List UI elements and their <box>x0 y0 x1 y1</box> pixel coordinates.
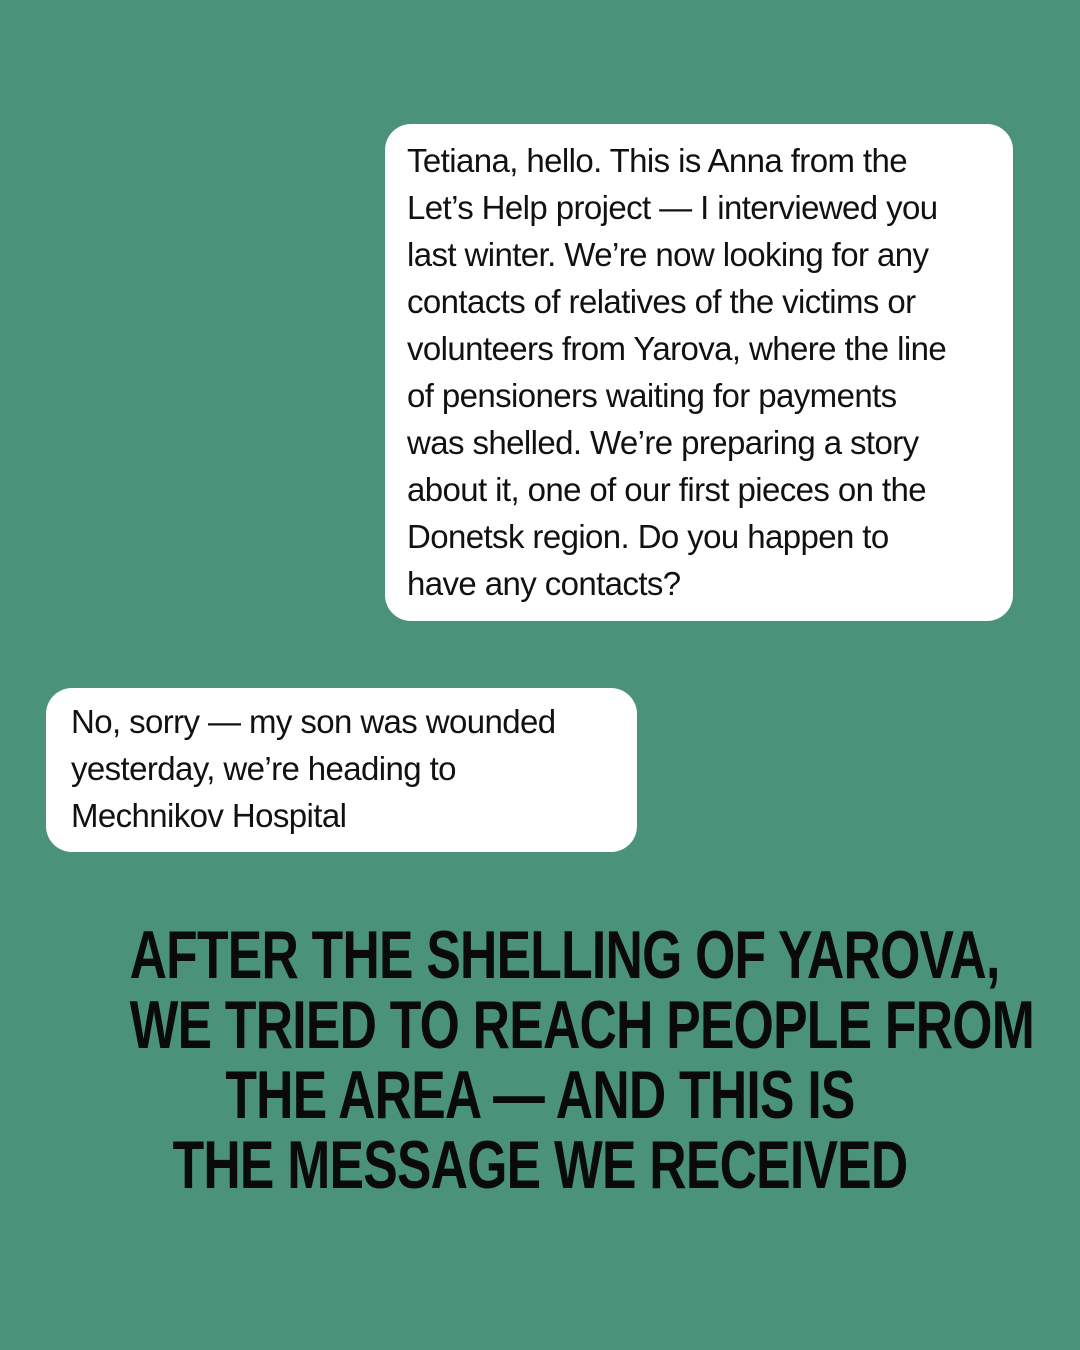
headline <box>129 917 1035 1203</box>
headline-line-3: THE AREA — AND THIS IS <box>225 1057 855 1133</box>
incoming-message-bubble: No, sorry — my son was wounded yesterday, we’re heading to Mechnikov Hospital <box>46 688 637 852</box>
headline-line-2: WE TRIED TO REACH PEOPLE FROM <box>129 987 1035 1063</box>
headline-line-4: THE MESSAGE WE RECEIVED <box>172 1127 908 1203</box>
outgoing-message-bubble: Tetiana, hello. This is Anna from the Let’s Help project — I interviewed you last winter. We’re now looking for any contacts of relatives of the victims or volunteers from Yarova, where the line of pensioners waiting for payments was shelled. We’re preparing a story about it, one of our first pieces on the Donetsk region. Do you happen to have any contacts? <box>385 124 1013 621</box>
headline-line-1: AFTER THE SHELLING OF YAROVA, <box>129 917 1000 993</box>
